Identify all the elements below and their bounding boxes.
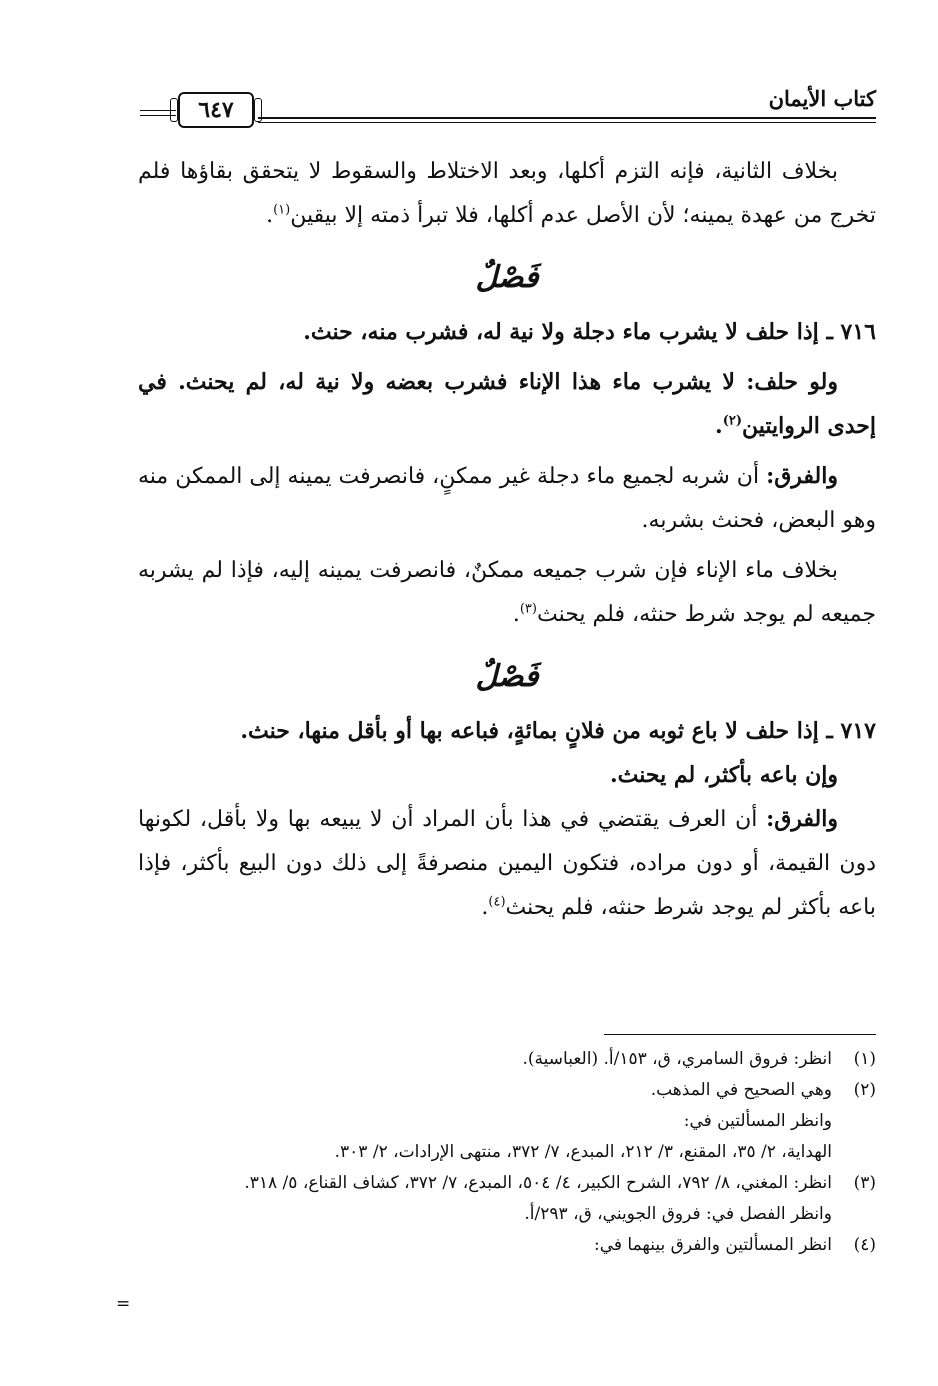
issue-716-continuation: بخلاف ماء الإناء فإن شرب جميعه ممكنٌ، فانصرفت يمينه إليه، فإذا لم يشربه جميعه لم يوجد شرط حنثه، فلم يحنث$^{(٣)}$. bbox=[138, 558, 876, 627]
header-rule bbox=[258, 117, 876, 119]
footnote-separator bbox=[604, 1034, 876, 1035]
footnote-ref: (١) bbox=[273, 202, 291, 218]
issue-716: ٧١٦ ـ إذا حلف لا يشرب ماء دجلة ولا نية له، فشرب منه، حنث. bbox=[303, 319, 876, 345]
footnote-ref: (٤) bbox=[488, 894, 506, 910]
difference-label: والفرق: bbox=[766, 806, 838, 832]
footnote-text: انظر: فروق السامري، ق، ١٥٣/أ. (العباسية). bbox=[522, 1049, 832, 1069]
case-text: ولو حلف: لا يشرب ماء هذا الإناء فشرب بعضه ولا نية له، لم يحنث. في إحدى الروايتين bbox=[138, 369, 876, 439]
footnote-text: وهي الصحيح في المذهب. bbox=[650, 1080, 832, 1100]
footnote-number: (٣) bbox=[853, 1173, 876, 1193]
footnote-2-line-3: الهداية، ٢/ ٣٥، المقنع، ٣/ ٢١٢، المبدع، ٧/ ٣٧٢، منتهى الإرادات، ٢/ ٣٠٣. bbox=[334, 1142, 832, 1162]
header-rule-thin bbox=[258, 122, 876, 123]
footnote-3-line-2: وانظر الفصل في: فروق الجويني، ق، ٢٩٣/أ. bbox=[524, 1204, 832, 1224]
paragraph-intro: بخلاف الثانية، فإنه التزم أكلها، وبعد الاختلاط والسقوط لا يتحقق بقاؤها فلم تخرج من عهدة يمينه؛ لأن الأصل عدم أكلها، فلا تبرأ ذمته إلا بيقين$^{(١)}$. bbox=[138, 159, 876, 228]
section-heading-2: فَصْلٌ bbox=[475, 659, 539, 694]
issue-717-second-case: وإن باعه بأكثر، لم يحنث. bbox=[609, 762, 838, 788]
footnote-3 bbox=[138, 1168, 876, 1199]
difference-text: أن شربه لجميع ماء دجلة غير ممكنٍ، فانصرفت يمينه إلى الممكن منه وهو البعض، فحنث بشربه. bbox=[138, 464, 876, 533]
paragraph-text: بخلاف ماء الإناء فإن شرب جميعه ممكنٌ، فانصرفت يمينه إليه، فإذا لم يشربه جميعه لم يوجد شرط حنثه، فلم يحنث bbox=[138, 558, 876, 627]
footnote-number: (٤) bbox=[853, 1235, 876, 1255]
issue-716-difference bbox=[138, 454, 876, 543]
footnote-1 bbox=[138, 1044, 876, 1075]
issue-717-difference: والفرق: أن العرف يقتضي في هذا بأن المراد أن لا يبيعه بها ولا بأقل، لكونها دون القيمة، أو دون مراده، فتكون اليمين منصرفةً إلى ذلك دون البيع بأكثر، فإذا باعه بأكثر لم يوجد شرط حنثه، فلم يحنث$^{(٤)}$. bbox=[138, 806, 876, 920]
footnotes bbox=[138, 1044, 876, 1261]
difference-text: أن العرف يقتضي في هذا بأن المراد أن لا يبيعه بها ولا بأقل، لكونها دون القيمة، أو دون مراده، فتكون اليمين منصرفةً إلى ذلك دون البيع بأكثر، فإذا باعه بأكثر لم يوجد شرط حنثه، فلم يحنث bbox=[138, 807, 876, 920]
page-header bbox=[140, 82, 876, 130]
paragraph-text: بخلاف الثانية، فإنه التزم أكلها، وبعد الاختلاط والسقوط لا يتحقق بقاؤها فلم تخرج من عهدة يمينه؛ لأن الأصل عدم أكلها، فلا تبرأ ذمته إلا بيقين bbox=[138, 159, 876, 228]
footnote-2 bbox=[138, 1075, 876, 1106]
section-heading: فَصْلٌ bbox=[475, 260, 539, 295]
footnote-ref: (٣) bbox=[519, 601, 537, 617]
book-title: كتاب الأيمان bbox=[768, 86, 876, 111]
footnote-4 bbox=[138, 1230, 876, 1261]
footnote-text: انظر المسألتين والفرق بينهما في: bbox=[594, 1235, 832, 1255]
difference-label: والفرق: bbox=[766, 463, 838, 489]
issue-716-second-case: ولو حلف: لا يشرب ماء هذا الإناء فشرب بعضه ولا نية له، لم يحنث. في إحدى الروايتين$^{(٢)}$. bbox=[138, 369, 876, 439]
footnote-number: (٢) bbox=[853, 1080, 876, 1100]
main-text bbox=[138, 150, 876, 930]
footnote-text: انظر: المغني، ٨/ ٧٩٢، الشرح الكبير، ٤/ ٥٠٤، المبدع، ٧/ ٣٧٢، كشاف القناع، ٥/ ٣١٨. bbox=[244, 1173, 832, 1193]
page-number: ٦٤٧ bbox=[178, 92, 254, 128]
issue-717: ٧١٧ ـ إذا حلف لا باع ثوبه من فلانٍ بمائةٍ، فباعه بها أو بأقل منها، حنث. bbox=[240, 718, 876, 744]
footnote-2-line-2: وانظر المسألتين في: bbox=[683, 1111, 832, 1131]
footnote-ref: (٢) bbox=[722, 413, 743, 429]
continuation-mark: = bbox=[116, 1294, 131, 1314]
footnote-number: (١) bbox=[853, 1049, 876, 1069]
